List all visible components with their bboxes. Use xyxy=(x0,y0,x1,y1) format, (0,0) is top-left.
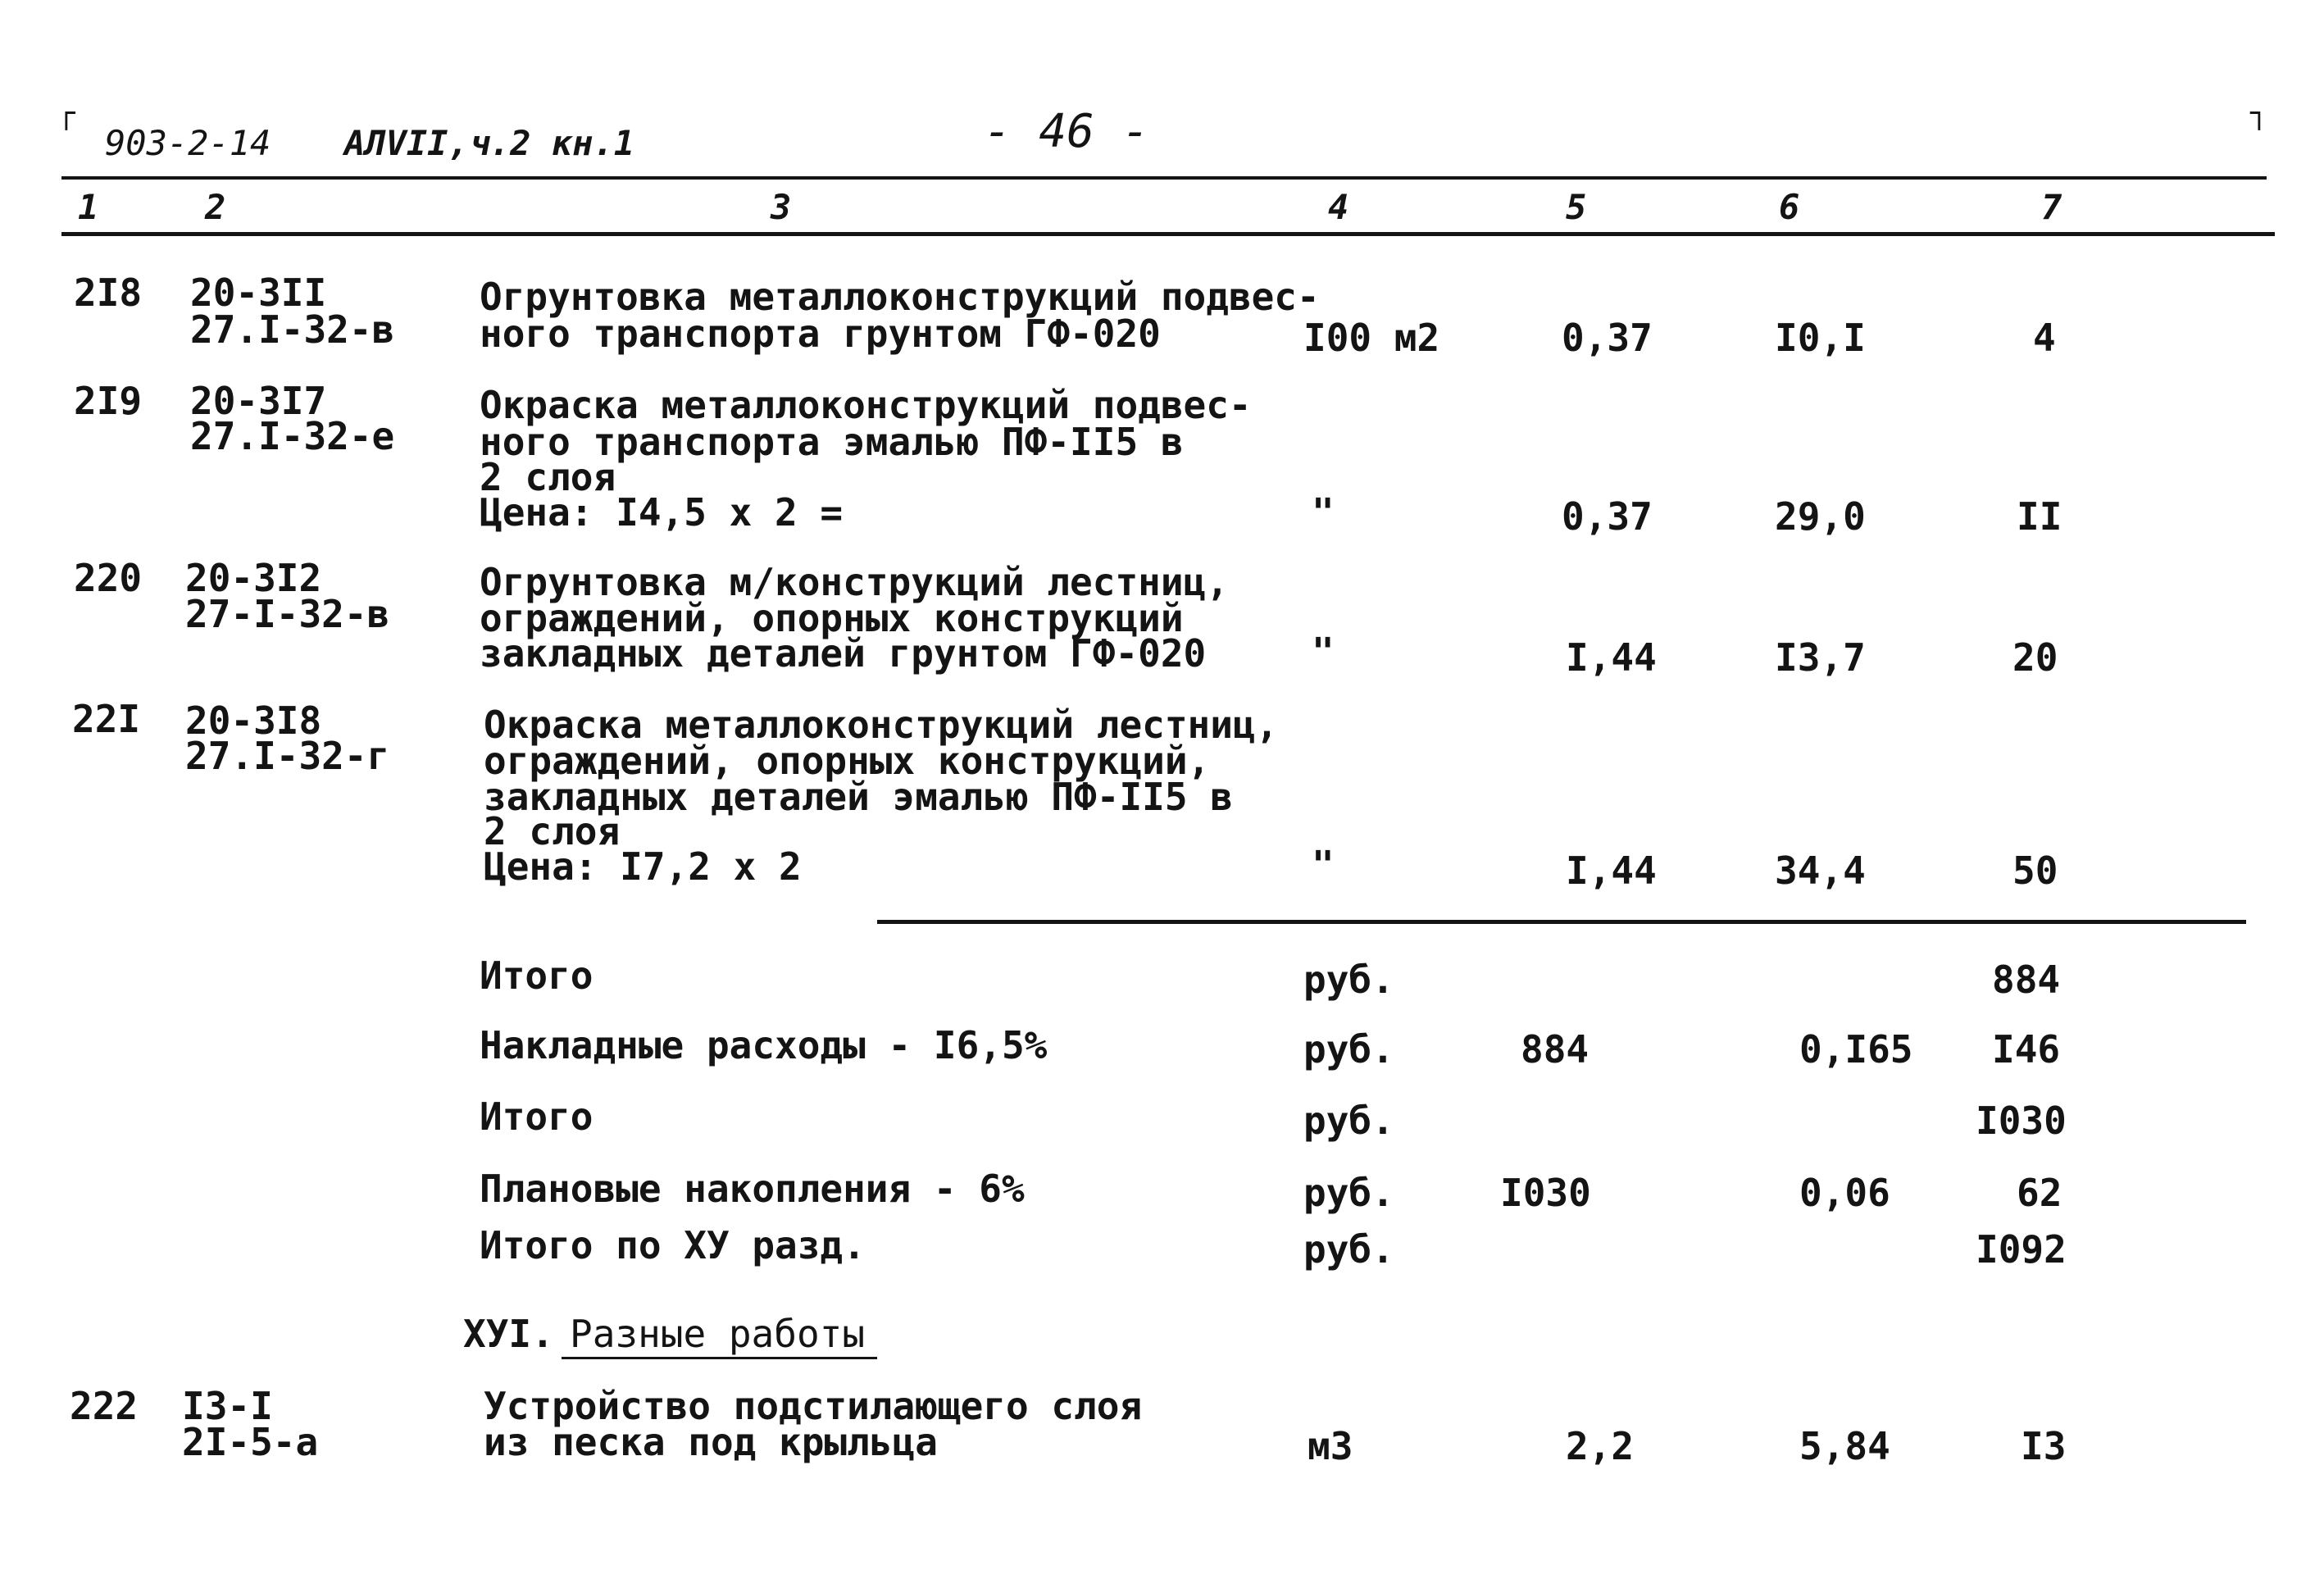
page-number: - 46 - xyxy=(984,105,1150,158)
row-number: 2I9 xyxy=(74,379,143,423)
summary-unit: руб. xyxy=(1303,1099,1394,1143)
summary-unit: руб. xyxy=(1303,1171,1394,1215)
summary-label: Итого по ХУ разд. xyxy=(480,1223,866,1267)
row-description-line: Окраска металлоконструкций лестниц, xyxy=(484,703,1279,747)
row-description-line: ограждений, опорных конструкций xyxy=(480,596,1184,640)
row-unit-ditto: " xyxy=(1312,630,1335,674)
row-number: 222 xyxy=(70,1384,139,1428)
row-unit-price: I0,I xyxy=(1775,316,1866,360)
row-code: I3-I xyxy=(182,1384,273,1428)
summary-total: 62 xyxy=(2017,1171,2062,1215)
row-description-line: ограждений, опорных конструкций, xyxy=(484,739,1211,783)
row-description-line: закладных деталей эмалью ПФ-II5 в xyxy=(484,775,1233,819)
row-total: II xyxy=(2017,494,2062,539)
column-header-2: 2 xyxy=(205,187,226,227)
row-number: 220 xyxy=(74,556,143,600)
summary-total: I46 xyxy=(1992,1027,2061,1072)
row-unit-ditto: " xyxy=(1312,490,1335,535)
row-description-line: 2 слоя xyxy=(484,809,621,853)
row-unit-price: 34,4 xyxy=(1775,849,1866,893)
row-code: 20-3I2 xyxy=(185,556,322,600)
row-unit-price: I3,7 xyxy=(1775,635,1866,680)
row-description-line: закладных деталей грунтом ГФ-020 xyxy=(480,631,1207,676)
document-code: 903-2-14 xyxy=(105,123,271,163)
header-rule-bottom xyxy=(61,232,2275,236)
row-code: 27-I-32-в xyxy=(185,592,390,636)
summary-total: I030 xyxy=(1976,1099,2067,1143)
summary-base: I030 xyxy=(1500,1171,1591,1215)
album-reference: АЛVII,ч.2 кн.1 xyxy=(344,123,635,163)
row-total: 20 xyxy=(2012,635,2058,680)
column-header-4: 4 xyxy=(1328,187,1349,227)
row-description-line: Огрунтовка м/конструкций лестниц, xyxy=(480,560,1229,604)
row-code: 2I-5-а xyxy=(182,1420,319,1464)
section-title-underline xyxy=(562,1357,877,1359)
row-total: I3 xyxy=(2021,1424,2067,1468)
column-header-6: 6 xyxy=(1779,187,1800,227)
row-code: 20-3I8 xyxy=(185,698,322,743)
row-total: 50 xyxy=(2012,849,2058,893)
row-code: 27.I-32-в xyxy=(190,307,395,352)
summary-rate: 0,I65 xyxy=(1799,1027,1913,1072)
column-header-1: 1 xyxy=(78,187,99,227)
column-header-7: 7 xyxy=(2041,187,2062,227)
row-unit-ditto: " xyxy=(1312,843,1335,887)
summary-unit: руб. xyxy=(1303,1027,1394,1072)
summary-unit: руб. xyxy=(1303,958,1394,1002)
corner-mark-right: ┐ xyxy=(2250,97,2268,130)
row-unit: м3 xyxy=(1308,1424,1353,1468)
row-quantity: I,44 xyxy=(1566,635,1657,680)
row-description-line: ного транспорта грунтом ГФ-020 xyxy=(480,312,1161,356)
row-number: 2I8 xyxy=(74,271,143,315)
summary-separator xyxy=(877,920,2246,924)
row-description-line: из песка под крыльца xyxy=(484,1420,938,1464)
summary-label: Плановые накопления - 6% xyxy=(480,1167,1025,1211)
row-total: 4 xyxy=(2033,316,2056,360)
row-description-line: 2 слоя xyxy=(480,455,616,499)
row-quantity: 0,37 xyxy=(1562,316,1653,360)
section-number: ХУI. xyxy=(463,1312,554,1356)
row-code: 20-3II xyxy=(190,271,327,315)
column-header-3: 3 xyxy=(771,187,792,227)
column-header-5: 5 xyxy=(1566,187,1587,227)
summary-label: Итого xyxy=(480,1094,594,1139)
row-unit-price: 5,84 xyxy=(1799,1424,1890,1468)
row-description-line: Цена: I7,2 х 2 xyxy=(484,844,802,889)
row-unit-price: 29,0 xyxy=(1775,494,1866,539)
row-code: 27.I-32-г xyxy=(185,734,390,778)
row-quantity: I,44 xyxy=(1566,849,1657,893)
corner-mark-left: ┌ xyxy=(57,97,75,130)
row-quantity: 2,2 xyxy=(1566,1424,1635,1468)
section-title: Разные работы xyxy=(570,1312,866,1356)
header-rule-top xyxy=(61,176,2267,180)
summary-total: 884 xyxy=(1992,958,2061,1002)
row-description-line: Окраска металлоконструкций подвес- xyxy=(480,383,1252,427)
summary-label: Итого xyxy=(480,953,594,998)
row-description-line: ного транспорта эмалью ПФ-II5 в xyxy=(480,420,1184,464)
row-code: 20-3I7 xyxy=(190,379,327,423)
row-number: 22I xyxy=(72,697,141,741)
summary-total: I092 xyxy=(1976,1227,2067,1272)
row-description-line: Цена: I4,5 х 2 = xyxy=(480,490,844,535)
row-unit: I00 м2 xyxy=(1303,316,1440,360)
summary-label: Накладные расходы - I6,5% xyxy=(480,1023,1048,1067)
summary-unit: руб. xyxy=(1303,1227,1394,1272)
row-code: 27.I-32-е xyxy=(190,414,395,458)
summary-rate: 0,06 xyxy=(1799,1171,1890,1215)
row-description-line: Огрунтовка металлоконструкций подвес- xyxy=(480,275,1320,319)
summary-base: 884 xyxy=(1521,1027,1590,1072)
row-description-line: Устройство подстилающего слоя xyxy=(484,1384,1143,1428)
row-quantity: 0,37 xyxy=(1562,494,1653,539)
